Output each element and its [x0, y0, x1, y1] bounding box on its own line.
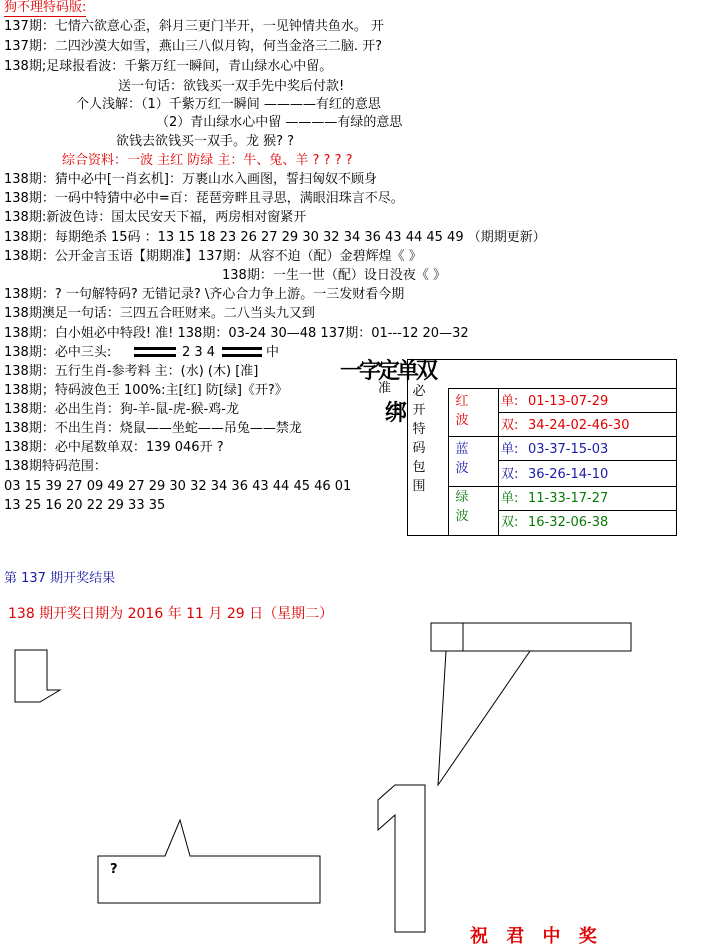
text-line: 138期：猜中必中[一肖玄机]：万裹山水入画图，誓扫匈奴不顾身: [4, 172, 377, 187]
footer-blessing: 祝 君 中 奖: [470, 926, 603, 947]
text-line: 138期：每期绝杀 15码 ：13 15 18 23 26 27 29 30 32 34 36 43 44 45 49 （期期更新）: [4, 230, 546, 245]
even-value-red: 34-24-02-46-30: [528, 418, 630, 433]
wave-group-blue: 蓝波: [455, 442, 469, 476]
san-tou-suffix: 中: [266, 345, 280, 360]
text-line: 138期:新波色诗：国太民安天下福，两房相对窗紧开: [4, 210, 307, 225]
number-range-line: 13 25 16 20 22 29 33 35: [4, 498, 166, 513]
text-line: 138期；特码波色王 100%:主[红] 防[绿]《开?》: [4, 383, 288, 398]
panel-header-vertical: 必开特码包围: [412, 384, 426, 494]
text-line: 137期：七情六欲意心歪，斜月三更门半开，一见钟情共鱼水。 开: [4, 19, 384, 34]
text-line: 138期：五行生肖-参考料 主：(水) (木) [准]: [4, 364, 259, 379]
text-line: 138期：一码中特猜中必中=百：琵琶旁畔且寻思，满眼泪珠言不尽。: [4, 191, 404, 206]
even-label: 双:: [501, 467, 519, 482]
text-line: 138期：公开金言玉语【期期准】137期：从容不迫（配）金碧辉煌《 》: [4, 249, 422, 264]
odd-label: 单:: [501, 491, 519, 506]
text-line: 138期：白小姐必中特段! 准! 138期：03-24 30—48 137期：01---12 20—32: [4, 326, 469, 341]
text-line: 138期：? 一句解特码? 无错记录? \齐心合力争上游。一三发财看今期: [4, 287, 405, 302]
text-line: 138期：不出生肖：烧鼠——坐蛇——吊兔——禁龙: [4, 421, 302, 436]
odd-value-blue: 03-37-15-03: [528, 442, 609, 457]
overlay-small-text: 准: [378, 381, 392, 396]
overlay-big-text: 绑: [385, 401, 408, 426]
overlay-big-text: 一字定单双: [340, 359, 436, 384]
odd-value-red: 01-13-07-29: [528, 394, 609, 409]
text-line: （2）青山绿水心中留 ————有绿的意思: [156, 115, 403, 130]
number-range-line: 03 15 39 27 09 49 27 29 30 32 34 36 43 44 45 46 01: [4, 479, 352, 494]
text-line: 138期：必出生肖：狗-羊-鼠-虎-猴-鸡-龙: [4, 402, 239, 417]
wave-group-red: 红波: [455, 394, 469, 428]
text-line: 个人浅解：（1）千紫万红一瞬间 ————有红的意思: [76, 97, 381, 112]
text-line: 138期特码范围：: [4, 459, 107, 474]
odd-label: 单:: [501, 442, 519, 457]
bubble-question: ?: [110, 862, 118, 877]
even-value-blue: 36-26-14-10: [528, 467, 609, 482]
wave-group-green: 绿波: [455, 490, 469, 524]
page-title: 狗不理特码版:: [4, 0, 87, 15]
odd-label: 单:: [501, 394, 519, 409]
text-line: 138期：必中尾数单双：139 046开 ?: [4, 440, 224, 455]
text-line: 138期：必中三头:: [4, 345, 112, 360]
text-line: 137期：二四沙漠大如雪，燕山三八似月钩，何当金洛三二脑. 开?: [4, 39, 382, 54]
san-tou-nums: 2 3 4: [182, 345, 216, 360]
text-line: 欲钱去欲钱买一双手。龙 猴? ?: [116, 134, 295, 149]
draw-date: 138 期开奖日期为 2016 年 11 月 29 日（星期二）: [8, 606, 334, 622]
even-value-green: 16-32-06-38: [528, 515, 609, 530]
summary-line: 综合资料：一波 主红 防绿 主：牛、兔、羊 ? ? ? ?: [62, 153, 353, 168]
results-title: 第 137 期开奖结果: [4, 571, 116, 586]
text-line: 138期：一生一世（配）设日没夜《 》: [222, 268, 446, 283]
even-label: 双:: [501, 418, 519, 433]
odd-value-green: 11-33-17-27: [528, 491, 609, 506]
text-line: 138期澳足一句话：三四五合旺财来。二八当头九又到: [4, 306, 315, 321]
even-label: 双:: [501, 515, 519, 530]
text-line: 送一句话：欲钱买一双手先中奖后付款!: [118, 79, 345, 94]
text-line: 138期;足球报看波：千紫万红一瞬间，青山绿水心中留。: [4, 59, 333, 74]
